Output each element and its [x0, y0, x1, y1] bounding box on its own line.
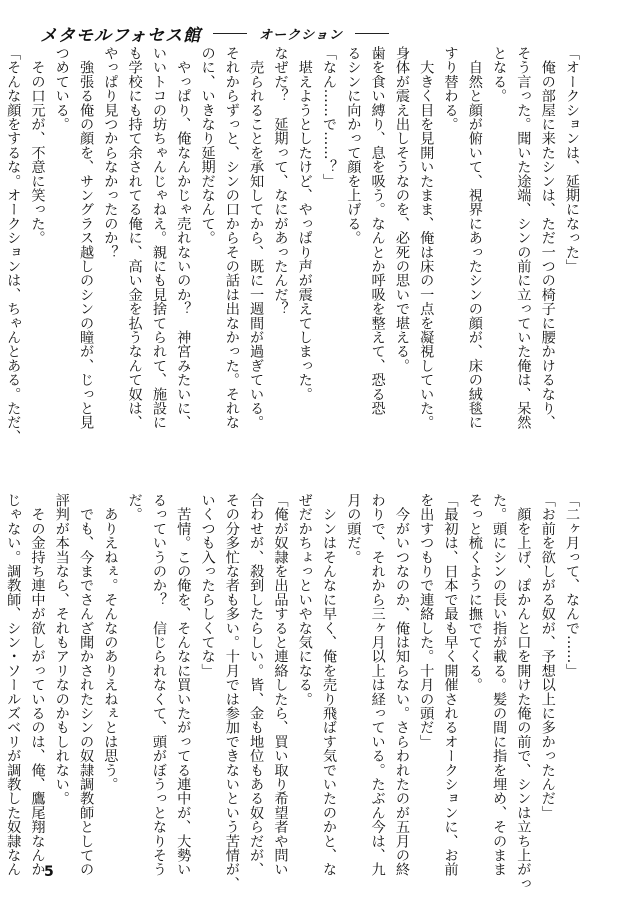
text-column: その分多忙な者も多い。十月では参加できないという苦情が、	[223, 493, 240, 891]
text-column: 「なん……で……？」	[321, 46, 338, 188]
text-column: 合わせが、殺到したらしい。皆、金も地位もある奴らだが、	[248, 493, 265, 877]
text-column: た。頭にシンの長い指が載る。髪の間に指を埋め、そのまま	[491, 493, 508, 877]
text-column: 「お前を欲しがる奴が、予想以上に多かったんだ」	[539, 493, 556, 820]
book-title: メタモルフォセス館	[40, 25, 202, 46]
text-column: いいトコの坊ちゃんじゃねえ。親にも見捨てられて、施設に	[150, 46, 167, 430]
text-column: でも、今までさんざ聞かされたシンの奴隷調教師としての	[78, 493, 95, 877]
text-column: 評判が本当なら、それもアリなのかもしれない。	[53, 493, 70, 806]
text-column: 「オークションは、延期になった」	[564, 46, 580, 274]
text-column: いくつも入ったらしくてな」	[199, 493, 216, 678]
text-column: るっていうのか？ 信じられなくて、頭がぼうっとなりそう	[150, 493, 167, 877]
header-rule-left	[213, 33, 247, 34]
text-column: そっと梳くように撫でてくる。	[466, 493, 483, 692]
text-column: その金持ち連中が欲しがっているのは、俺、鷹尾翔なんか	[29, 493, 46, 877]
text-column: ありえねぇ。そんなのありえねぇとは思う。	[102, 493, 119, 792]
text-column: なぜだ？ 延期って、なにがあったんだ？	[272, 46, 289, 316]
text-column: 月の頭だ。	[345, 493, 362, 564]
text-column: 売られることを承知してから、既に一週間が過ぎている。	[248, 46, 265, 430]
text-column: だ。	[126, 493, 143, 522]
text-column: やっぱり、俺なんかじゃ売れないのか？ 神宮みたいに、	[175, 46, 192, 430]
text-column: わりで、それから三ヶ月以上は経っている。たぶん今は、九	[369, 493, 386, 877]
text-column: 大きく目を見開いたまま、俺は床の一点を凝視していた。	[418, 46, 435, 430]
text-column: を出すつもりで連絡した。十月の頭だ」	[418, 493, 435, 749]
text-column: ぜだかちょっといやな気になる。	[296, 493, 313, 706]
text-column: のに、いきなり延期だなんて。	[199, 46, 216, 245]
text-column: も学校にも持て余されてる俺に、高い金を払うなんて奴は、	[126, 46, 143, 430]
text-block-bottom	[5, 493, 584, 891]
text-column: 身体が震え出しそうなのを、必死の思いで堪える。	[393, 46, 410, 373]
text-column: るシンに向かって顔を上げる。	[345, 46, 362, 245]
text-block-top	[5, 46, 584, 458]
text-column: シンはそんなに早く、俺を売り飛ばす気でいたのかと、な	[321, 493, 338, 877]
text-column: 自然と顔が俯いて、視界にあったシンの顔が、床の絨毯に	[466, 46, 483, 430]
text-column: 「俺が奴隷を出品すると連絡したら、買い取り希望者や問い	[272, 493, 289, 877]
header-rule-right	[355, 33, 389, 34]
text-column: その口元が、不意に笑った。	[29, 46, 46, 245]
running-header	[40, 18, 580, 48]
text-column: となる。	[491, 46, 508, 103]
page-number: 5	[44, 864, 54, 880]
text-column: 「そんな顔をするな。オークションは、ちゃんとある。ただ、	[5, 46, 22, 444]
text-column: 「二ヶ月って、なんで……」	[564, 493, 580, 678]
text-column: それからずっと、シンの口からその話は出なかった。それな	[223, 46, 240, 430]
text-column: 強張る俺の顔を、サングラス越しのシンの瞳が、じっと見	[78, 46, 95, 430]
text-column: そう言った。聞いた途端、シンの前に立っていた俺は、呆然	[515, 46, 532, 430]
text-column: 「最初は、日本で最も早く開催されるオークションに、お前	[442, 493, 459, 877]
text-column: 俺の部屋に来たシンは、ただ一つの椅子に腰かけるなり、	[539, 46, 556, 430]
text-column: 苦情。この俺を、そんなに買いたがってる連中が、大勢い	[175, 493, 192, 877]
text-column: やっぱり見つからなかったのか？	[102, 46, 119, 259]
text-column: つめている。	[53, 46, 70, 132]
chapter-title: オークション	[259, 27, 343, 43]
text-column: じゃない。調教師、シン・ソールズベリが調教した奴隷なん	[5, 493, 22, 877]
text-column: すり替わる。	[442, 46, 459, 132]
text-column: 顔を上げ、ぽかんと口を開けた俺の前で、シンは立ち上がっ	[515, 493, 532, 891]
text-column: 今がいつなのか、俺は知らない。さらわれたのが五月の終	[393, 493, 410, 877]
text-column: 堪えようとしたけど、やっぱり声が震えてしまった。	[296, 46, 313, 401]
text-column: 歯を食い縛り、息を吸う。なんとか呼吸を整えて、恐る恐	[369, 46, 386, 416]
